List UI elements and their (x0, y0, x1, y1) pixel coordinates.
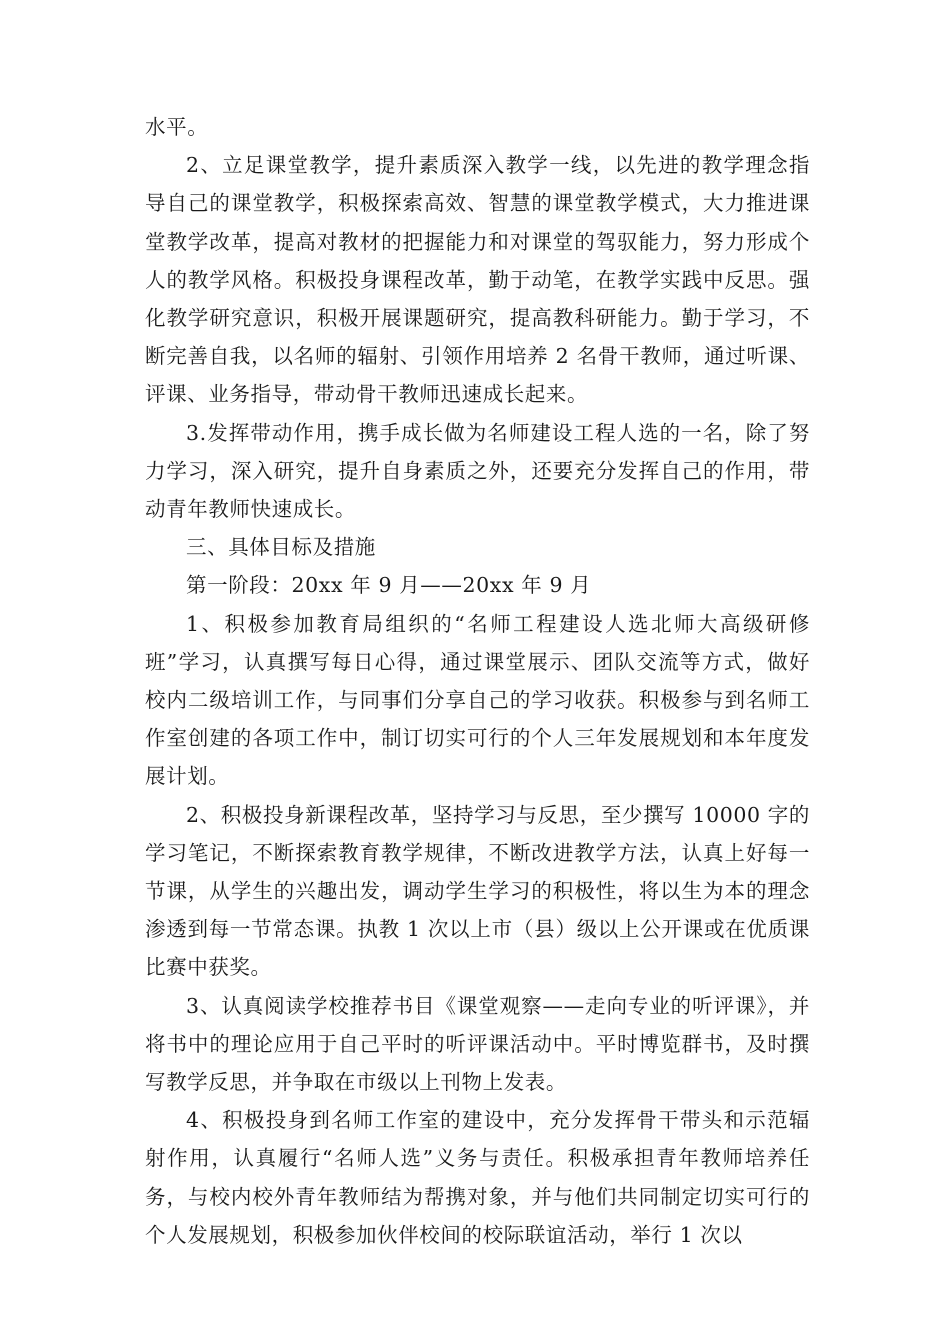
section-heading-goals-measures: 三、具体目标及措施 (186, 535, 376, 560)
paragraph-stage-item-3: 3、认真阅读学校推荐书目《课堂观察——走向专业的听评课》，并将书中的理论应用于自己平时的听评课活动中。平时博览群书，及时撰写教学反思，并争取在市级以上刊物上发表。 (145, 993, 810, 1095)
stage-one-heading: 第一阶段：20xx 年 9 月——20xx 年 9 月 (186, 573, 592, 598)
paragraph-item-2-classroom-teaching: 2、立足课堂教学，提升素质深入教学一线，以先进的教学理念指导自己的课堂教学，积极探索高效、智慧的课堂教学模式，大力推进课堂教学改革，提高对教材的把握能力和对课堂的驾驭能力，努力形成个人的教学风格。积极投身课程改革，勤于动笔，在教学实践中反思。强化教学研究意识，积极开展课题研究，提高教科研能力。勤于学习，不断完善自我，以名师的辐射、引领作用培养 2 名骨干教师，通过听课、评课、业务指导，带动骨干教师迅速成长起来。 (145, 153, 810, 407)
paragraph-item-3-leading-role: 3.发挥带动作用，携手成长做为名师建设工程人选的一名，除了努力学习，深入研究，提升自身素质之外，还要充分发挥自己的作用，带动青年教师快速成长。 (145, 420, 810, 522)
paragraph-stage-item-1: 1、积极参加教育局组织的“名师工程建设人选北师大高级研修班”学习，认真撰写每日心得，通过课堂展示、团队交流等方式，做好校内二级培训工作，与同事们分享自己的学习收获。积极参与到名师工作室创建的各项工作中，制订切实可行的个人三年发展规划和本年度发展计划。 (145, 611, 810, 789)
paragraph-stage-item-4: 4、积极投身到名师工作室的建设中，充分发挥骨干带头和示范辐射作用，认真履行“名师人选”义务与责任。积极承担青年教师培养任务，与校内校外青年教师结为帮携对象，并与他们共同制定切实可行的个人发展规划，积极参加伙伴校间的校际联谊活动，举行 1 次以 (145, 1108, 810, 1247)
document-body (145, 108, 810, 1254)
paragraph-stage-item-2: 2、积极投身新课程改革，坚持学习与反思，至少撰写 10000 字的学习笔记，不断探索教育教学规律，不断改进教学方法，认真上好每一节课，从学生的兴趣出发，调动学生学习的积极性，将以生为本的理念渗透到每一节常态课。执教 1 次以上市（县）级以上公开课或在优质课比赛中获奖。 (145, 802, 810, 980)
paragraph-continuation: 水平。 (145, 115, 209, 139)
